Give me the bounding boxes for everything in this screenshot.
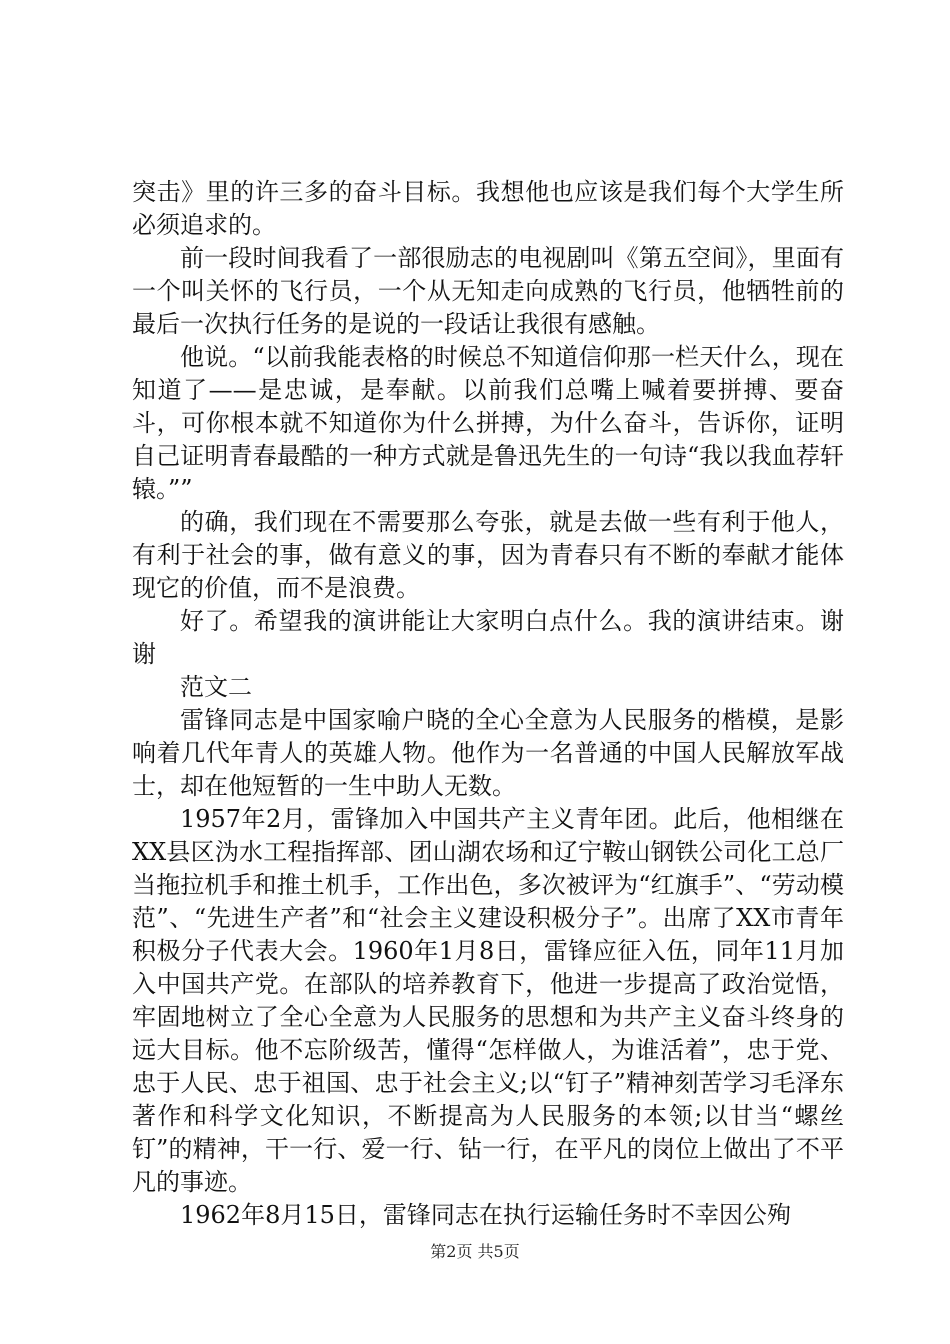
paragraph-3: 他说。“以前我能表格的时候总不知道信仰那一栏天什么，现在知道了——是忠诚，是奉献。以前我们总嘴上喊着要拼搏、要奋斗，可你根本就不知道你为什么拼搏，为什么奋斗，告诉你，证明自己证明青春最酷的一种方式就是鲁迅先生的一句诗“我以我血荐轩辕。”” [132, 343, 844, 503]
document-body [132, 176, 844, 1232]
section-heading: 范文二 [180, 673, 252, 701]
page-footer: 第2页 共5页 [430, 1242, 520, 1261]
paragraph-5: 好了。希望我的演讲能让大家明白点什么。我的演讲结束。谢谢 [132, 607, 844, 668]
paragraph-6: 雷锋同志是中国家喻户晓的全心全意为人民服务的楷模，是影响着几代年青人的英雄人物。他作为一名普通的中国人民解放军战士，却在他短暂的一生中助人无数。 [132, 706, 844, 800]
paragraph-4: 的确，我们现在不需要那么夸张，就是去做一些有利于他人，有利于社会的事，做有意义的事，因为青春只有不断的奉献才能体现它的价值，而不是浪费。 [132, 508, 844, 602]
paragraph-8: 1962年8月15日，雷锋同志在执行运输任务时不幸因公殉 [180, 1201, 791, 1229]
paragraph-1: 突击》里的许三多的奋斗目标。我想他也应该是我们每个大学生所必须追求的。 [132, 178, 844, 239]
paragraph-7: 1957年2月，雷锋加入中国共产主义青年团。此后，他相继在XX县区沩水工程指挥部、团山湖农场和辽宁鞍山钢铁公司化工总厂当拖拉机手和推土机手，工作出色，多次被评为“红旗手”、“劳动模范”、“先进生产者”和“社会主义建设积极分子”。出席了XX市青年积极分子代表大会。1960年1月8日，雷锋应征入伍，同年11月加入中国共产党。在部队的培养教育下，他进一步提高了政治觉悟，牢固地树立了全心全意为人民服务的思想和为共产主义奋斗终身的远大目标。他不忘阶级苦，懂得“怎样做人，为谁活着”，忠于党、忠于人民、忠于祖国、忠于社会主义;以“钉子”精神刻苦学习毛泽东著作和科学文化知识，不断提高为人民服务的本领;以甘当“螺丝钉”的精神，干一行、爱一行、钻一行，在平凡的岗位上做出了不平凡的事迹。 [132, 805, 844, 1196]
paragraph-2: 前一段时间我看了一部很励志的电视剧叫《第五空间》，里面有一个叫关怀的飞行员，一个从无知走向成熟的飞行员，他牺牲前的最后一次执行任务的是说的一段话让我很有感触。 [132, 244, 844, 338]
